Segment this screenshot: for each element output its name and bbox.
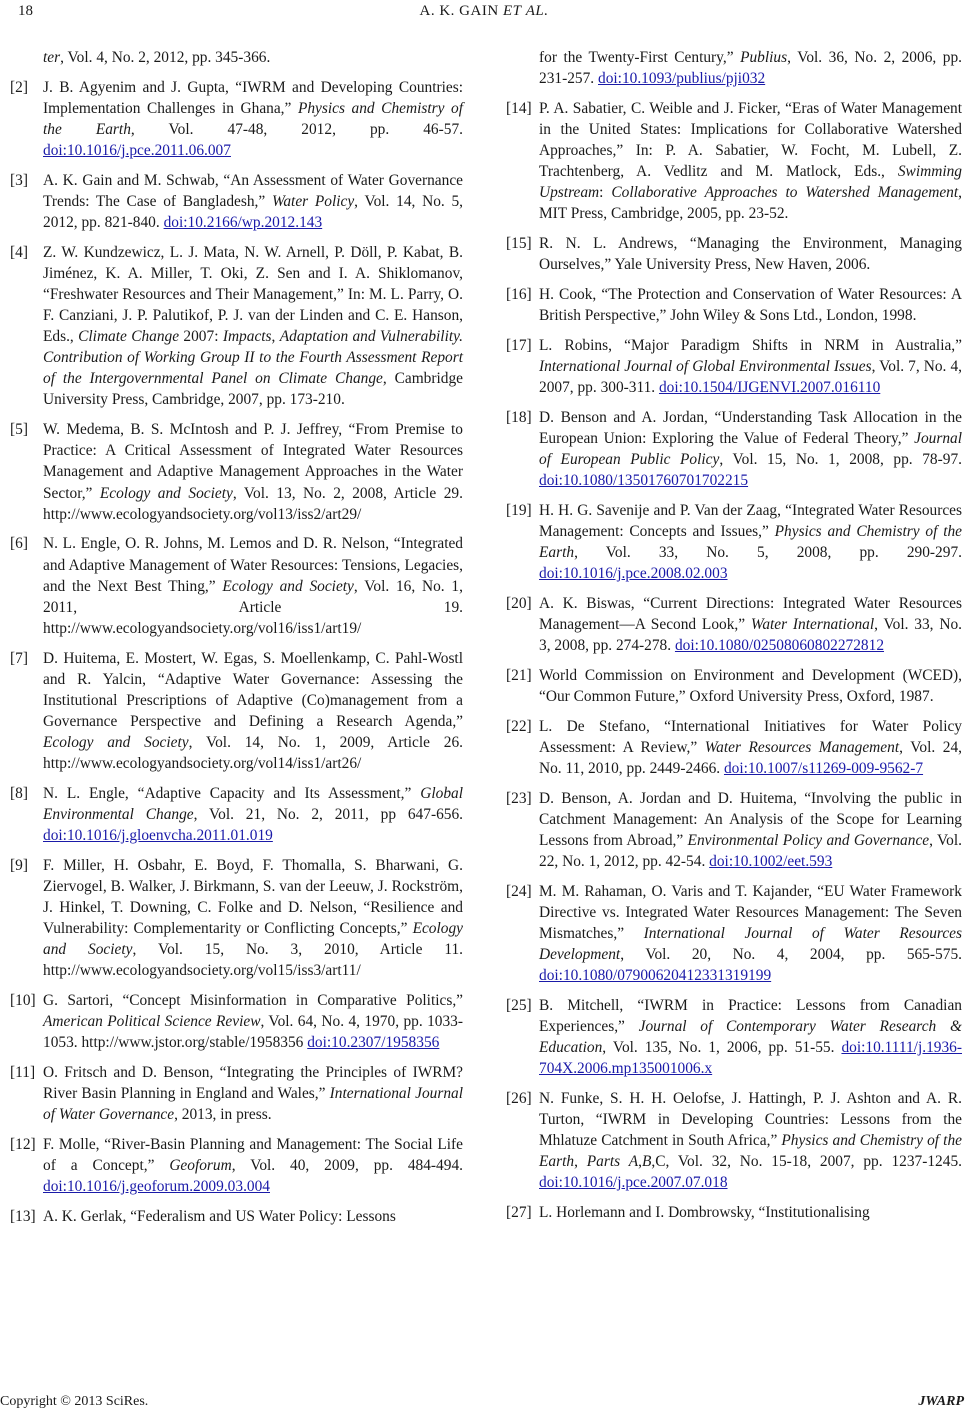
reference-italic-text: Water International bbox=[750, 616, 875, 634]
reference-number: [14] bbox=[506, 99, 532, 117]
reference-italic-text: Physics and Chemistry of the Earth bbox=[539, 1132, 962, 1171]
reference-italic-text: Physics and Chemistry of the Earth bbox=[539, 523, 962, 562]
reference-text: , bbox=[574, 1153, 587, 1171]
reference-entry bbox=[10, 419, 463, 524]
reference-number: [3] bbox=[10, 171, 28, 189]
reference-entry bbox=[506, 881, 962, 986]
reference-italic-text: American Political Science Review bbox=[43, 1013, 261, 1031]
doi-link[interactable]: doi:10.2166/wp.2012.143 bbox=[163, 214, 323, 232]
reference-text: F. Miller, H. Osbahr, E. Boyd, F. Thomalla, S. Bharwani, G. Ziervogel, B. Walker, J. Birkmann, S. van der Leeuw, J. Rockström, J. Hinkel, T. Downing, C. Folke and D. Nelson, “Resilience and Vulnerability: Complementarity or Conflicting Concepts,” bbox=[43, 856, 463, 938]
reference-number: [13] bbox=[10, 1207, 36, 1225]
doi-link[interactable]: doi:10.1504/IJGENVI.2007.016110 bbox=[658, 379, 881, 397]
reference-entry bbox=[506, 407, 962, 491]
reference-italic-text: Water Policy bbox=[271, 192, 355, 210]
reference-text: : bbox=[599, 184, 612, 202]
reference-text: L. Robins, “Major Paradigm Shifts in NRM in Australia,” bbox=[539, 336, 962, 354]
reference-text: , Vol. 16, No. 1, 2011, Article 19. bbox=[43, 577, 463, 616]
reference-number: [18] bbox=[506, 408, 532, 426]
reference-url: http://www.ecologyandsociety.org/vol15/iss3/art11/ bbox=[43, 962, 361, 980]
reference-number: [25] bbox=[506, 997, 532, 1014]
reference-text: N. L. Engle, “Adaptive Capacity and Its Assessment,” bbox=[43, 784, 421, 802]
reference-text: , Cambridge University Press, Cambridge, 2007, pp. 173-210. bbox=[43, 370, 463, 409]
reference-text: O. Fritsch and D. Benson, “Integrating the Principles of IWRM? River Basin Planning in England and Wales,” bbox=[43, 1064, 463, 1103]
reference-text: , Vol. 135, No. 1, 2006, pp. 51-55. bbox=[602, 1039, 842, 1057]
reference-entry bbox=[10, 1062, 463, 1125]
reference-italic-text: Ecology and Society bbox=[43, 733, 189, 751]
reference-italic-text: Global Environmental Change bbox=[43, 784, 463, 823]
reference-italic-text: Journal of European Public Policy bbox=[539, 429, 962, 469]
reference-entry bbox=[10, 242, 463, 411]
reference-entry bbox=[10, 47, 463, 68]
reference-italic-text: Climate Change bbox=[78, 328, 180, 346]
reference-number: [16] bbox=[506, 286, 532, 303]
reference-entry bbox=[506, 995, 962, 1079]
reference-text: , Vol. 36, No. 2, 2006, pp. 231-257. bbox=[539, 49, 962, 88]
doi-link[interactable]: doi:10.1016/j.gloenvcha.2011.01.019 bbox=[43, 827, 273, 844]
reference-number: [20] bbox=[506, 594, 532, 612]
doi-link[interactable]: doi:10.1002/eet.593 bbox=[709, 853, 833, 871]
reference-number: [6] bbox=[10, 535, 28, 553]
reference-number: [11] bbox=[10, 1064, 36, 1081]
reference-italic-text: Ecology and Society bbox=[99, 484, 233, 502]
reference-entry bbox=[506, 500, 962, 584]
doi-link[interactable]: doi:10.1093/publius/pji032 bbox=[598, 70, 766, 88]
reference-italic-text: Journal of Contemporary Water Research & Education bbox=[539, 1018, 962, 1057]
doi-link[interactable]: doi:10.1016/j.pce.2008.02.003 bbox=[539, 565, 728, 583]
reference-text: , bbox=[638, 1153, 642, 1171]
reference-text: D. Benson, A. Jordan and D. Huitema, “Involving the public in Catchment Management: An Analysis of the Scope for Learning Lessons from Abroad,” bbox=[539, 789, 962, 849]
reference-italic-text: Water Resources Management bbox=[704, 738, 900, 756]
reference-italic-text: Swimming Upstream bbox=[539, 163, 962, 202]
reference-italic-text: Environmental Policy and Governance bbox=[687, 831, 930, 849]
running-head bbox=[0, 3, 968, 20]
reference-text: N. L. Engle, O. R. Johns, M. Lemos and D. R. Nelson, “Integrated and Adaptive Management of Water Resources: Tensions, Legacies, and the Next Best Thing,” bbox=[43, 535, 463, 595]
reference-number: [24] bbox=[506, 882, 532, 900]
doi-link[interactable]: doi:10.1111/j.1936-704X.2006.mp135001006.x bbox=[539, 1039, 962, 1078]
reference-italic-text: Adaptation and Vulnerability. Contribution of Working Group II to the Fourth Assessment Report of the Intergovernmental Panel on Climate Change bbox=[43, 328, 463, 388]
reference-text: J. B. Agyenim and J. Gupta, “IWRM and Developing Countries: Implementation Challenges in Ghana,” bbox=[43, 78, 463, 117]
reference-entry bbox=[506, 1088, 962, 1193]
reference-italic-text: Geoforum bbox=[169, 1157, 232, 1175]
reference-number: [27] bbox=[506, 1204, 532, 1222]
reference-entry bbox=[506, 716, 962, 779]
reference-italic-text: Ecology and Society bbox=[43, 920, 463, 959]
reference-entry bbox=[10, 783, 463, 846]
reference-number: [4] bbox=[10, 243, 28, 261]
reference-number: [5] bbox=[10, 421, 28, 439]
reference-italic-text: International Journal of Global Environmental Issues bbox=[539, 357, 872, 375]
reference-entry bbox=[10, 1134, 463, 1197]
reference-entry bbox=[10, 648, 463, 775]
reference-text: A. K. Biswas, “Current Directions: Integrated Water Resources Management—A Second Look,” bbox=[539, 594, 962, 634]
doi-link[interactable]: doi:10.1016/j.geoforum.2009.03.004 bbox=[43, 1178, 270, 1196]
reference-italic-text: Ecology and Society bbox=[222, 577, 354, 595]
reference-url: http://www.ecologyandsociety.org/vol16/iss1/art19/ bbox=[43, 619, 362, 637]
reference-number: [2] bbox=[10, 78, 28, 96]
reference-number: [22] bbox=[506, 717, 532, 735]
reference-entry bbox=[506, 665, 962, 707]
reference-url: http://www.ecologyandsociety.org/vol13/iss2/art29/ bbox=[43, 505, 362, 523]
reference-text: , Vol. 47-48, 2012, pp. 46-57. bbox=[130, 120, 463, 138]
reference-entry bbox=[506, 233, 962, 275]
reference-entry bbox=[10, 1206, 463, 1227]
reference-italic-text: International Journal of Water Governance bbox=[43, 1085, 463, 1124]
page-number: 18 bbox=[18, 3, 33, 19]
reference-number: [26] bbox=[506, 1090, 532, 1108]
reference-text: Z. W. Kundzewicz, L. J. Mata, N. W. Arnell, P. Döll, P. Kabat, B. Jiménez, K. A. Miller, T. Oki, Z. Sen and I. A. Shiklomanov, “Freshwater Resources and Their Management,” In: M. L. Parry, O. F. Canziani, J. P. Palutikof, P. J. van der Linden and C. E. Hanson, Eds., bbox=[43, 243, 463, 346]
references-left-column bbox=[10, 47, 463, 1236]
reference-number: [9] bbox=[10, 856, 28, 874]
reference-number: [10] bbox=[10, 992, 36, 1010]
reference-text: , Vol. 22, No. 1, 2012, pp. 42-54. bbox=[539, 831, 962, 871]
reference-number: [17] bbox=[506, 336, 532, 354]
reference-url: http://www.ecologyandsociety.org/vol14/iss1/art26/ bbox=[43, 755, 362, 773]
reference-italic-text: Impacts bbox=[222, 328, 272, 346]
running-head-al: AL. bbox=[525, 3, 549, 19]
reference-text: , Vol. 15, No. 1, 2008, pp. 78-97. bbox=[719, 451, 962, 469]
reference-italic-text: Physics and Chemistry of the Earth bbox=[43, 99, 463, 138]
reference-number: [12] bbox=[10, 1135, 36, 1153]
reference-text: , Vol. 14, No. 1, 2009, Article 26. bbox=[188, 733, 463, 751]
reference-text: for the Twenty-First Century,” bbox=[539, 49, 741, 66]
reference-text: H. H. G. Savenije and P. Van der Zaag, “Integrated Water Resources Management: Concepts and Issues,” bbox=[539, 501, 962, 540]
reference-text: M. M. Rahaman, O. Varis and T. Kajander, “EU Water Framework Directive vs. Integrated Water Resources Management: The Seven Mismatches,” bbox=[539, 882, 962, 943]
reference-text: , Vol. 24, No. 11, 2010, pp. 2449-2466. bbox=[539, 738, 962, 777]
reference-entry bbox=[506, 47, 962, 89]
running-head-etal: ET bbox=[502, 3, 522, 19]
reference-text: , Vol. 64, No. 4, 1970, pp. 1033-1053. bbox=[43, 1013, 463, 1052]
reference-entry bbox=[506, 335, 962, 398]
reference-text: F. Molle, “River-Basin Planning and Management: The Social Life of a Concept,” bbox=[43, 1135, 463, 1175]
reference-entry bbox=[10, 77, 463, 161]
reference-number: [7] bbox=[10, 649, 28, 667]
footer-journal: JWARP bbox=[918, 1394, 964, 1409]
reference-entry bbox=[506, 284, 962, 326]
reference-italic-text: ter bbox=[43, 49, 61, 66]
reference-text: , Vol. 33, No. 5, 2008, pp. 290-297. bbox=[574, 544, 962, 562]
reference-entry bbox=[10, 855, 463, 982]
reference-number: [19] bbox=[506, 501, 532, 519]
reference-italic-text: Publius bbox=[740, 49, 788, 66]
reference-text: D. Benson and A. Jordan, “Understanding Task Allocation in the European Union: Exploring the Value of Federal Theory,” bbox=[539, 408, 962, 447]
reference-text: B. Mitchell, “IWRM in Practice: Lessons from Canadian Experiences,” bbox=[539, 997, 962, 1036]
reference-text: D. Huitema, E. Mostert, W. Egas, S. Moellenkamp, C. Pahl-Wostl and R. Yalcin, “Adaptive Water Governance: Assessing the Institutional Prescriptions of Adaptive (Co)management from a Governance Perspective and Defining a Research Agenda,” bbox=[43, 649, 463, 730]
reference-text: , Vol. 40, 2009, pp. 484-494. bbox=[231, 1157, 463, 1175]
reference-italic-text: B bbox=[641, 1153, 652, 1171]
reference-text: , Vol. 21, No. 2, 2011, pp 647-656. bbox=[193, 805, 463, 823]
reference-entry bbox=[506, 593, 962, 656]
reference-text: , Vol. 7, No. 4, 2007, pp. 300-311. bbox=[539, 357, 962, 397]
reference-text: , 2013, in press. bbox=[174, 1106, 272, 1124]
reference-italic-text: Parts A bbox=[586, 1153, 639, 1171]
reference-number: [21] bbox=[506, 666, 532, 684]
reference-italic-text: International Journal of Water Resources Development bbox=[539, 925, 962, 964]
reference-text: , bbox=[271, 328, 280, 346]
reference-number: [15] bbox=[506, 235, 532, 253]
reference-text: A. K. Gain and M. Schwab, “An Assessment of Water Governance Trends: The Case of Bangladesh,” bbox=[43, 171, 463, 210]
doi-link[interactable]: doi:10.1080/13501760701702215 bbox=[539, 472, 749, 490]
doi-link[interactable]: doi:10.1016/j.pce.2011.06.007 bbox=[43, 142, 231, 160]
doi-link[interactable]: doi:10.1080/02508060802272812 bbox=[674, 637, 885, 655]
running-head-author: A. K. GAIN bbox=[419, 3, 499, 19]
footer-copyright: Copyright © 2013 SciRes. bbox=[0, 1394, 149, 1409]
reference-entry bbox=[10, 170, 463, 233]
reference-text: , Vol. 4, No. 2, 2012, pp. 345-366. bbox=[60, 49, 271, 66]
reference-text: , Vol. 15, No. 3, 2010, Article 11. bbox=[132, 941, 463, 959]
reference-text: P. A. Sabatier, C. Weible and J. Ficker, “Eras of Water Management in the United States: Implications for Collaborative Watershed Approaches,” In: P. A. Sabatier, W. Focht, M. Lubell, Z. Trachtenberg, A. Vedlitz and M. Matlock, Eds., bbox=[539, 99, 962, 181]
reference-entry bbox=[506, 98, 962, 225]
reference-text: G. Sartori, “Concept Misinformation in Comparative Politics,” bbox=[43, 992, 463, 1010]
reference-text: 2007: bbox=[179, 328, 223, 346]
reference-italic-text: Collaborative Approaches to Watershed Management bbox=[611, 184, 959, 202]
reference-text: , Vol. 33, No. 3, 2008, pp. 274-278. bbox=[539, 616, 962, 655]
reference-number: [8] bbox=[10, 784, 28, 802]
doi-link[interactable]: doi:10.1080/07900620412331319199 bbox=[539, 967, 772, 985]
reference-text: H. Cook, “The Protection and Conservation of Water Resources: A British Perspective,” John Wiley & Sons Ltd., London, 1998. bbox=[539, 286, 962, 325]
reference-text: N. Funke, S. H. H. Oelofse, J. Hattingh, P. J. Ashton and A. R. Turton, “IWRM in Developing Countries: Lessons from the Mhlatuze Catchment in South Africa,” bbox=[539, 1090, 962, 1150]
reference-entry bbox=[10, 990, 463, 1053]
reference-text: , Vol. 20, No. 4, 2004, pp. 565-575. bbox=[620, 946, 962, 964]
reference-text: ,C, Vol. 32, No. 15-18, 2007, pp. 1237-1245. bbox=[651, 1153, 962, 1171]
doi-link[interactable]: doi:10.1007/s11269-009-9562-7 bbox=[723, 760, 924, 777]
reference-text: , MIT Press, Cambridge, 2005, pp. 23-52. bbox=[539, 184, 963, 223]
reference-text: L. Horlemann and I. Dombrowsky, “Institutionalising bbox=[539, 1204, 870, 1222]
references-right-column bbox=[506, 47, 962, 1232]
doi-link[interactable]: doi:10.1016/j.pce.2007.07.018 bbox=[539, 1174, 728, 1192]
reference-number: [23] bbox=[506, 789, 532, 807]
reference-text: A. K. Gerlak, “Federalism and US Water Policy: Lessons bbox=[43, 1207, 396, 1225]
reference-text: , Vol. 13, No. 2, 2008, Article 29. bbox=[232, 484, 463, 502]
reference-entry bbox=[506, 788, 962, 872]
doi-link[interactable]: doi:10.2307/1958356 bbox=[307, 1034, 440, 1052]
reference-entry bbox=[506, 1202, 962, 1223]
reference-text: W. Medema, B. S. McIntosh and P. J. Jeffrey, “From Premise to Practice: A Critical Assessment of Integrated Water Resources Management and Adaptive Management Approaches in the Water Sector,” bbox=[43, 421, 463, 502]
reference-text: World Commission on Environment and Development (WCED), “Our Common Future,” Oxford University Press, Oxford, 1987. bbox=[539, 666, 962, 706]
reference-text: , Vol. 14, No. 5, 2012, pp. 821-840. bbox=[43, 192, 463, 232]
reference-entry bbox=[10, 533, 463, 638]
reference-url: http://www.jstor.org/stable/1958356 bbox=[81, 1034, 304, 1052]
reference-text: L. De Stefano, “International Initiatives for Water Policy Assessment: A Review,” bbox=[539, 717, 962, 756]
reference-text: R. N. L. Andrews, “Managing the Environment, Managing Ourselves,” Yale University Press, New Haven, 2006. bbox=[539, 235, 962, 274]
